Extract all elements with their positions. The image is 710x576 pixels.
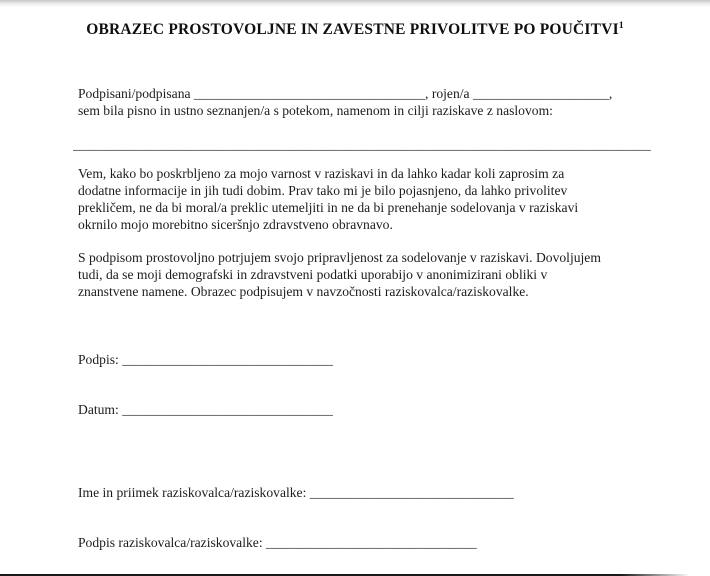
signee-name-blank: __________________________________ <box>193 86 426 101</box>
paragraph-safety-line-2: dodatne informacije in jih tudi dobim. Prav tako mi je bilo pojasnjeno, da lahko privolitev <box>78 183 568 198</box>
intro-line-2: sem bila pisno in ustno seznanjen/a s potekom, namenom in cilji raziskave z naslovom: <box>78 103 553 118</box>
date-row <box>78 401 333 418</box>
paragraph-consent <box>78 249 643 300</box>
paragraph-consent-line-3: znanstvene namene. Obrazec podpisujem v navzočnosti raziskovalca/raziskovalke. <box>78 284 529 299</box>
paragraph-safety <box>78 165 643 233</box>
page-top-shadow <box>0 0 710 7</box>
birth-date-blank: ____________________ <box>472 86 609 101</box>
born-label: , rojen/a <box>425 86 473 101</box>
paragraph-safety-line-3: prekličem, ne da bi moral/a preklic utemeljiti in ne da bi prenehanje sodelovanja v raziskavi <box>78 200 579 215</box>
date-blank: _______________________________ <box>122 402 333 417</box>
footnote-reference: 1 <box>618 20 624 31</box>
researcher-signature-label: Podpis raziskovalca/raziskovalke: <box>78 535 266 550</box>
researcher-signature-row <box>78 534 477 551</box>
paragraph-safety-line-1: Vem, kako bo poskrbljeno za mojo varnost v raziskavi in da lahko kadar koli zaprosim za <box>78 166 565 181</box>
researcher-signature-blank: _______________________________ <box>266 535 477 550</box>
signee-label: Podpisani/podpisana <box>78 86 194 101</box>
paragraph-safety-line-4: okrnilo mojo morebitno siceršnjo zdravstveno obravnavo. <box>78 217 393 232</box>
participant-signature-row <box>78 351 333 368</box>
researcher-name-label: Ime in priimek raziskovalca/raziskovalke: <box>78 485 310 500</box>
researcher-name-row <box>78 484 514 501</box>
intro-line-1 <box>78 85 612 102</box>
date-label: Datum: <box>78 402 123 417</box>
paragraph-consent-line-2: tudi, da se moji demografski in zdravstveni podatki uporabijo v anonimizirani obliki v <box>78 267 548 282</box>
participant-signature-blank: _______________________________ <box>122 352 333 367</box>
document-title-text: OBRAZEC PROSTOVOLJNE IN ZAVESTNE PRIVOLITVE PO POUČITVI <box>86 21 619 38</box>
research-title-blank-line: _____________________________________________________________________________________ <box>73 137 651 152</box>
paragraph-consent-line-1: S podpisom prostovoljno potrjujem svojo pripravljenost za sodelovanje v raziskavi. Dovoljujem <box>78 250 601 265</box>
document-title <box>0 21 710 39</box>
participant-signature-label: Podpis: <box>78 352 123 367</box>
intro-line-1-comma: , <box>608 86 613 101</box>
researcher-name-blank: ______________________________ <box>309 485 514 500</box>
